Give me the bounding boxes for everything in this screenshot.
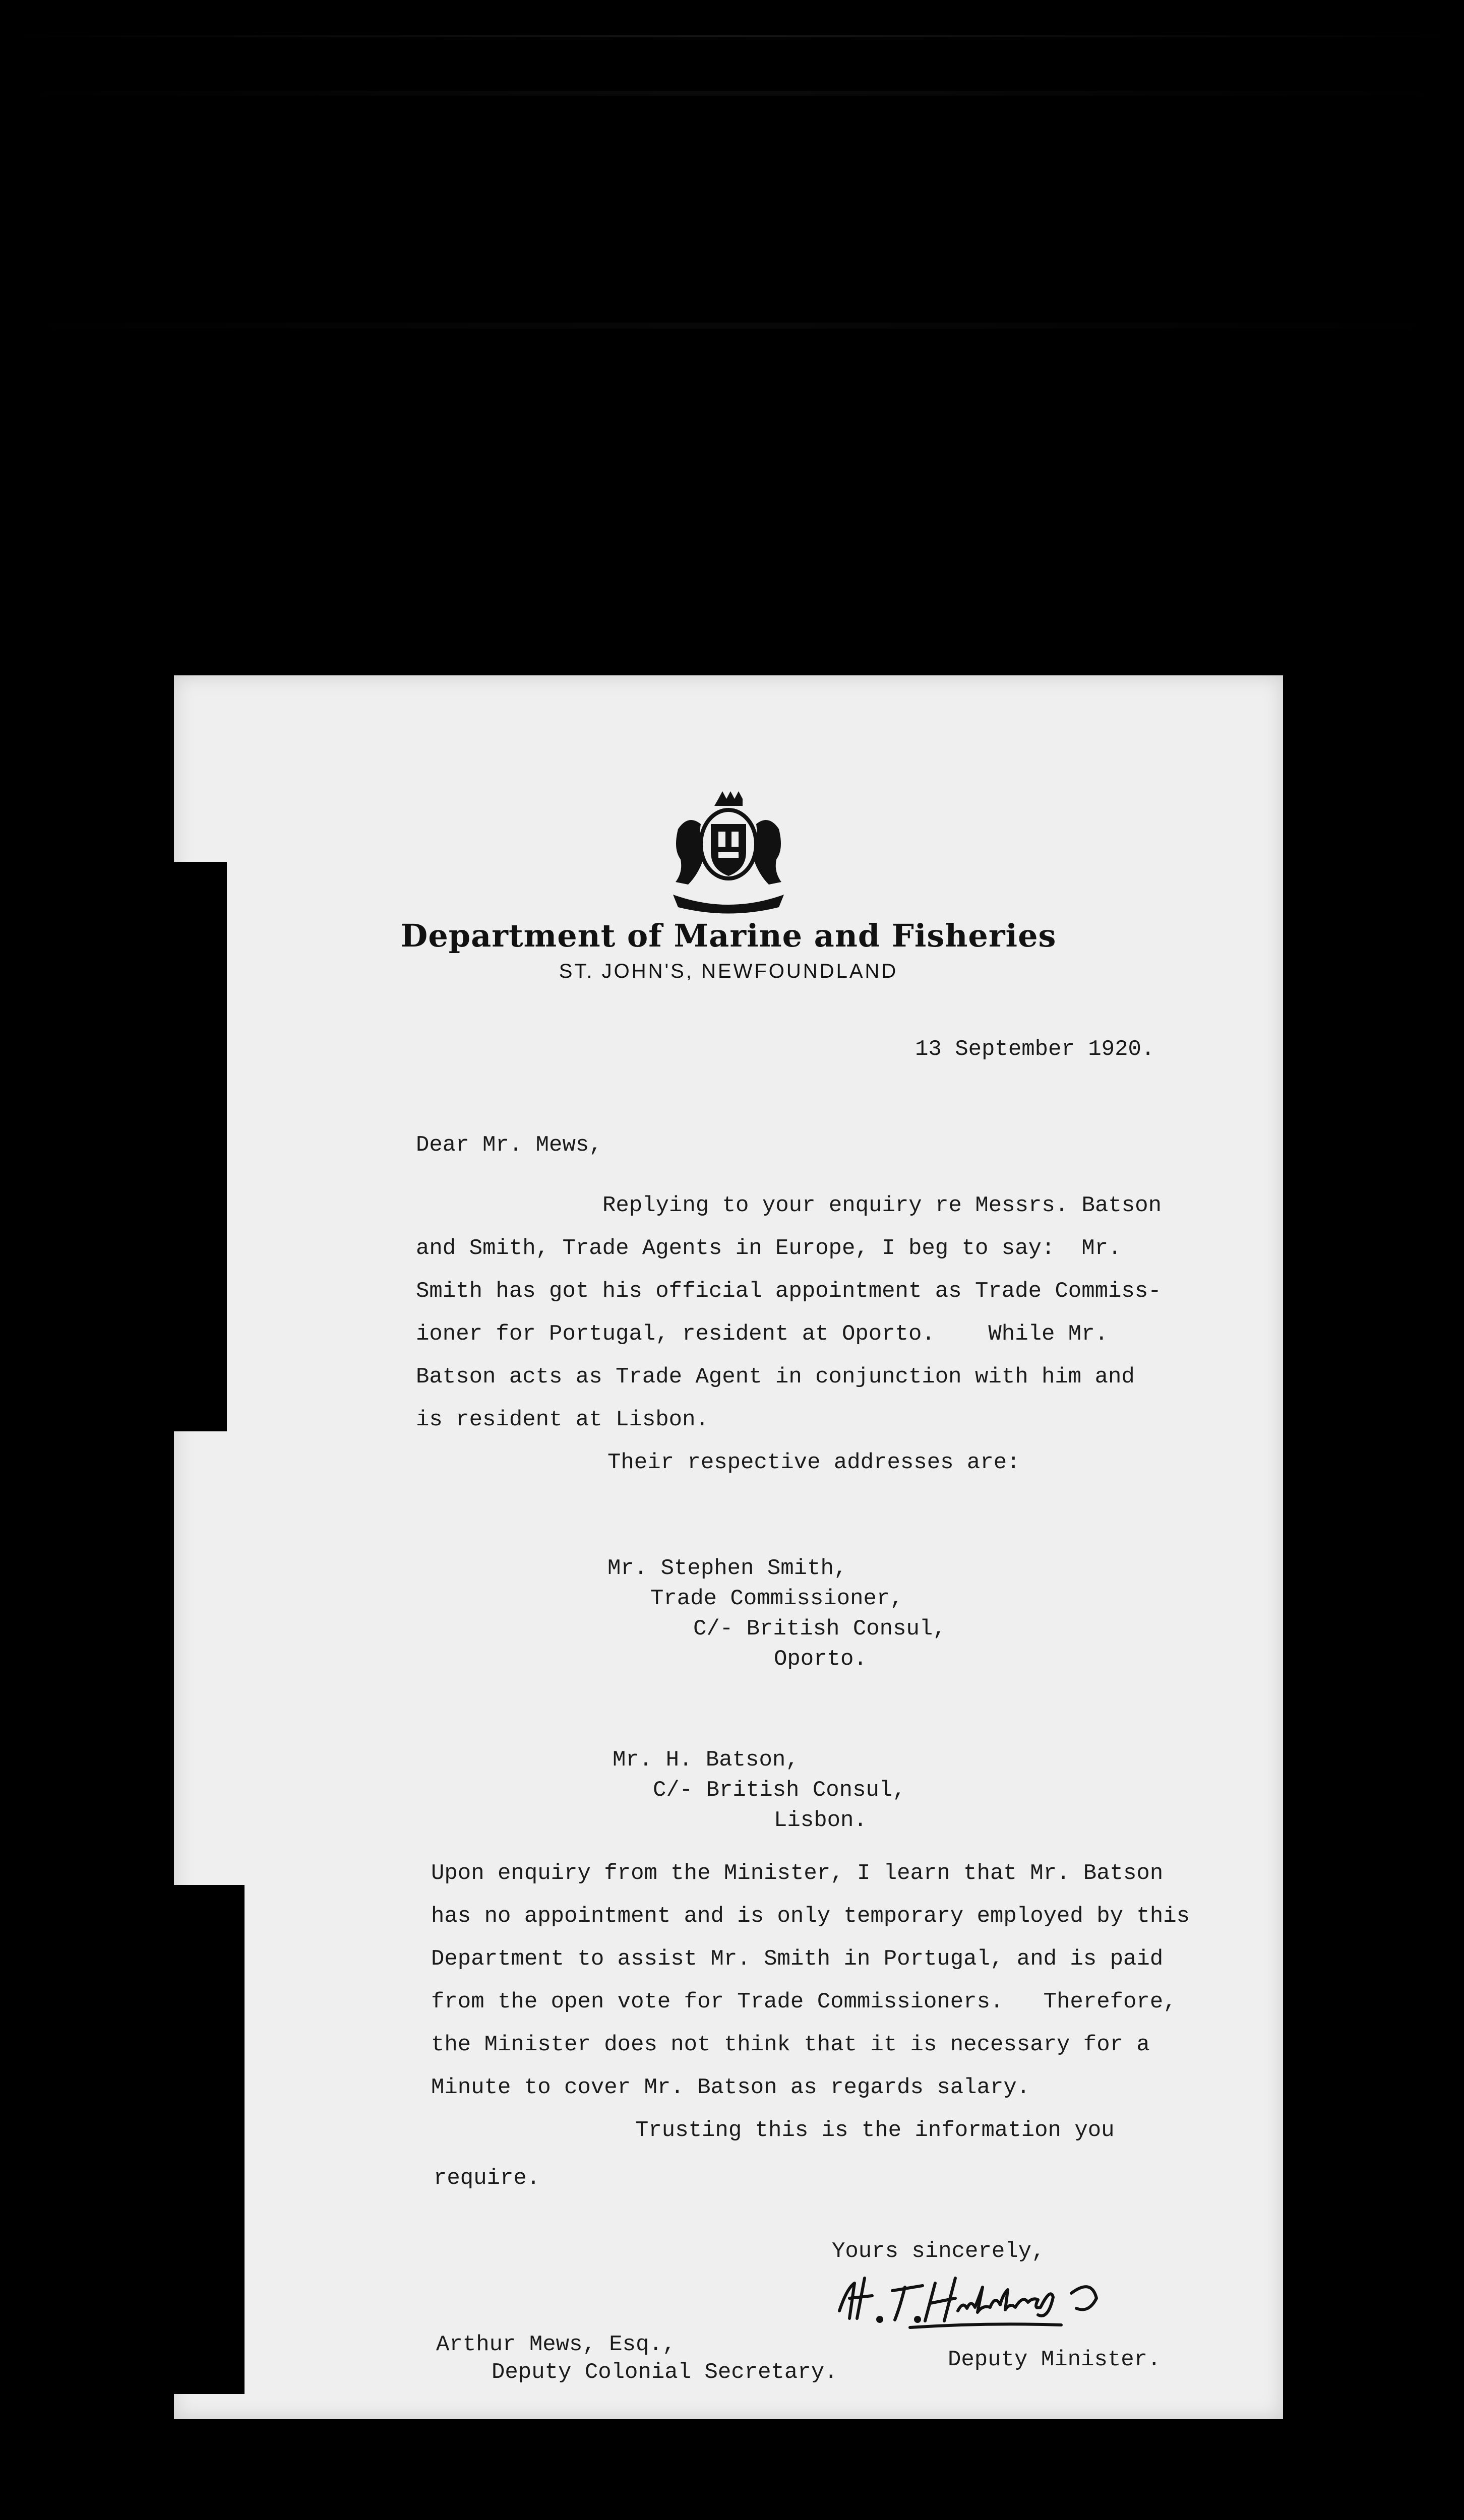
address-line: C/- British Consul, [653, 1778, 906, 1803]
letter-page [174, 675, 1283, 2419]
handwritten-signature [829, 2263, 1122, 2339]
film-streak [0, 323, 1464, 329]
film-streak [0, 91, 1464, 96]
paragraph-line: ioner for Portugal, resident at Oporto. While Mr. [416, 1321, 1109, 1347]
paragraph-line: has no appointment and is only temporary employed by this [431, 1904, 1190, 1929]
paragraph-line: Replying to your enquiry re Messrs. Batson [602, 1193, 1162, 1218]
address-line: Mr. H. Batson, [613, 1747, 799, 1773]
address-line: Trade Commissioner, [650, 1586, 903, 1611]
recipient-title: Deputy Colonial Secretary. [492, 2360, 838, 2385]
address-line: C/- British Consul, [693, 1616, 946, 1642]
recipient-name: Arthur Mews, Esq., [436, 2332, 676, 2357]
address-line: Lisbon. [774, 1808, 867, 1833]
address-line: Oporto. [774, 1647, 867, 1672]
paragraph-line: is resident at Lisbon. [416, 1407, 709, 1432]
address-line: Mr. Stephen Smith, [607, 1556, 847, 1581]
letter-date: 13 September 1920. [915, 1037, 1155, 1062]
paragraph-line: the Minister does not think that it is necessary for a [431, 2032, 1150, 2057]
paragraph-line: Batson acts as Trade Agent in conjunction with him and [416, 1364, 1135, 1390]
signer-title: Deputy Minister. [948, 2347, 1161, 2372]
paragraph-line: Minute to cover Mr. Batson as regards salary. [431, 2075, 1030, 2100]
closing-line: require. [434, 2166, 540, 2191]
paragraph-line: Smith has got his official appointment as Trade Commiss- [416, 1279, 1162, 1304]
paragraph-line: Department to assist Mr. Smith in Portugal, and is paid [431, 1946, 1164, 1972]
department-name: Department of Marine and Fisheries [400, 917, 1057, 954]
closing-line: Trusting this is the information you [635, 2118, 1115, 2143]
page-notch [174, 1885, 245, 2394]
paragraph-line: and Smith, Trade Agents in Europe, I beg to say: Mr. [416, 1236, 1122, 1261]
paragraph-line: Upon enquiry from the Minister, I learn that Mr. Batson [431, 1861, 1164, 1886]
film-streak [0, 35, 1464, 37]
royal-coat-of-arms-icon [658, 789, 799, 915]
valediction: Yours sincerely, [832, 2239, 1045, 2264]
salutation: Dear Mr. Mews, [416, 1132, 602, 1158]
department-location: ST. JOHN'S, NEWFOUNDLAND [559, 960, 898, 982]
paragraph-line: from the open vote for Trade Commissioners. Therefore, [431, 1989, 1177, 2014]
addresses-intro: Their respective addresses are: [607, 1450, 1020, 1475]
